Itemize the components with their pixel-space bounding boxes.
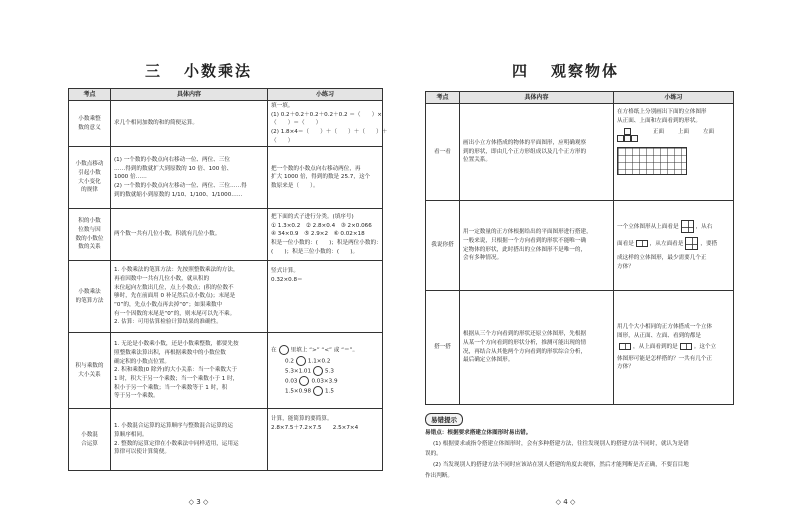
square-grid-paper[interactable] xyxy=(617,147,687,175)
front-left-view-shape xyxy=(619,343,631,350)
answer-circle[interactable] xyxy=(299,376,309,386)
content-line: 2. 估算：可用估算检验计算结果的准确性。 xyxy=(114,319,222,326)
topic-line: 小数乘整 xyxy=(78,115,101,122)
compare-item xyxy=(271,386,379,396)
view-label-left: 左面 xyxy=(703,129,715,136)
content-line: 照整数乘法算出积，再根据乘数中的小数位数 xyxy=(114,350,226,357)
content-line: 确定积的小数点位置。 xyxy=(114,358,170,365)
practice-line: 竖式计算。 xyxy=(271,268,299,275)
content-line: 1. 无论是小数乘小数，还是小数乘整数，都要先按 xyxy=(114,341,239,348)
practice-line xyxy=(617,332,730,341)
content-line: (1) 一个数的小数点向右移动一位、两位、三位 xyxy=(114,157,230,164)
content-line: 位置关系。 xyxy=(463,157,491,164)
compare-item xyxy=(271,366,379,376)
topic-cell xyxy=(69,333,111,409)
topic-line: 大小关系 xyxy=(78,371,101,378)
right-page xyxy=(397,0,794,521)
content-line: 1. 小数混合运算的运算顺序与整数混合运算的运 xyxy=(114,423,233,430)
table-row xyxy=(426,201,734,291)
content-line: 定物体的形状，此时搭出的立体图形不是唯一的， xyxy=(463,246,587,253)
content-line: 2. 整数的运算定律在小数乘法中同样适用，运用运 xyxy=(114,440,239,447)
answer-circle[interactable] xyxy=(313,366,323,376)
content-cell xyxy=(460,104,614,201)
table-header-row xyxy=(69,89,383,101)
content-line: 根据从三个方向看到的形状还原立体图形，先根据 xyxy=(463,331,587,338)
practice-line: 用几个大小相同的正方体搭成一个立体 xyxy=(617,323,713,330)
content-line: 有一个因数的末尾是“0”的，则末尾可以先不乘。 xyxy=(114,310,236,317)
practice-line: 2.8×7.5＋7.2×7.5 2.5×7×4 xyxy=(271,424,359,431)
practice-cell xyxy=(614,291,734,405)
topic-line: 积的小数 xyxy=(78,218,101,225)
practice-line: 方体？ xyxy=(617,364,634,371)
practice-text: 。这个立 xyxy=(693,344,717,351)
header-content: 具体内容 xyxy=(111,89,268,101)
practice-text: ，从右 xyxy=(695,223,713,230)
topic-cell xyxy=(426,201,460,291)
content-line: 1. 小数乘法的笔算方法：先按照整数乘法的方法， xyxy=(114,267,239,274)
topic-cell xyxy=(69,409,111,471)
left-page-number: ◇ 3 ◇ xyxy=(188,498,209,506)
content-line: 求几个相同加数的和的简便运算。 xyxy=(114,120,198,127)
left-knowledge-table xyxy=(68,88,388,471)
content-cell xyxy=(111,209,268,261)
content-line: 画出小立方体搭成的物体的平面图形，应明确观察 xyxy=(463,140,587,147)
content-cell xyxy=(111,147,268,209)
practice-cell xyxy=(268,101,388,147)
content-line: (2) 一个数的小数点向左移动一位、两位、三位……得 xyxy=(114,183,247,190)
practice-line xyxy=(617,237,730,250)
content-line: 会有多种情况。 xyxy=(463,255,503,262)
compare-instruction xyxy=(271,345,379,355)
compare-left: 5.3×1.01 xyxy=(285,368,312,375)
practice-line: 方体？ xyxy=(617,263,634,270)
content-line: 再看因数中一共有几位小数，就从积的 xyxy=(114,276,210,283)
topic-line: 看一看 xyxy=(434,148,451,155)
left-page-title xyxy=(0,60,397,81)
right-page-number: ◇ 4 ◇ xyxy=(555,498,576,506)
content-line: 1000 倍…… xyxy=(114,174,147,181)
content-line: 到的形状，即由几个正方形组成以及几个正方形的 xyxy=(463,148,587,155)
practice-text: 图形，从正面、左面、看到的都是 xyxy=(617,332,701,339)
content-cell xyxy=(460,291,614,405)
content-line: 等于另一个乘数。 xyxy=(114,393,159,400)
top-view-shape xyxy=(681,220,694,233)
topic-line: 数的意义 xyxy=(78,124,101,131)
table-row xyxy=(69,261,383,333)
error-hint-box xyxy=(425,428,733,481)
practice-line: 填一填。 xyxy=(271,103,294,109)
solid-figure-image xyxy=(617,128,639,144)
table-row xyxy=(69,101,383,147)
content-line: 1 时，积大于另一个乘数；当一个乘数小于 1 时， xyxy=(114,376,239,383)
compare-right: 1.5 xyxy=(325,388,334,395)
practice-text: ，从上面看到的是 xyxy=(633,344,678,351)
error-hint-badge: 易错提示 xyxy=(425,413,463,426)
practice-cell xyxy=(268,261,383,333)
practice-cell xyxy=(614,104,734,201)
view-direction-labels xyxy=(617,128,730,144)
right-view-shape xyxy=(636,240,648,247)
content-cell xyxy=(111,101,268,147)
compare-instruction-tail: 里填上 “>” “<” 或 “＝”。 xyxy=(290,347,359,354)
practice-text: 面看是 xyxy=(617,240,634,247)
practice-line: 从正面、上面和左面看到的形状。 xyxy=(617,117,701,124)
practice-line xyxy=(617,220,730,233)
hint-line: 易错点：根据要求搭建立体图形时易出错。 xyxy=(425,430,532,436)
practice-line: ① 1.3×0.2 ② 2.8×0.4 ③ 2×0.066 xyxy=(271,222,372,229)
content-cell xyxy=(111,261,268,333)
practice-line: 成这样的立体图形，最少需要几个正 xyxy=(617,254,707,261)
practice-line: 数原来是（ ）。 xyxy=(271,183,319,190)
practice-line xyxy=(617,343,730,352)
content-line: 算顺序相同。 xyxy=(114,432,148,439)
content-line: 到的数就缩小到原数的 1/10、1/100、1/1000…… xyxy=(114,191,243,198)
topic-line: 引起小数 xyxy=(78,170,101,177)
content-line: ……得到的数就扩大到原数的 10 倍、100 倍、 xyxy=(114,165,233,172)
topic-line: 搭一搭 xyxy=(434,344,451,351)
content-line: 积小于另一个乘数；当一个乘数等于 1 时，积 xyxy=(114,384,228,391)
right-page-title xyxy=(367,60,764,81)
practice-line: ( )；积是三位小数的：( )。 xyxy=(271,248,359,255)
compare-left: 1.5×0.98 xyxy=(285,388,312,395)
right-title-number: 四 xyxy=(511,62,529,80)
content-line: 从某一个方向看到的形状分析，推测可能出现的情 xyxy=(463,339,587,346)
top-view-shape xyxy=(680,343,692,350)
compare-instruction-head: 在 xyxy=(271,347,277,354)
hint-line: 误的。 xyxy=(425,451,442,458)
compare-item xyxy=(271,356,379,366)
practice-text: ，要搭 xyxy=(700,240,718,247)
content-line: 最后确定立体图形。 xyxy=(463,357,514,364)
content-line: 两个数一共有几位小数，积就有几位小数。 xyxy=(114,231,221,238)
practice-cell xyxy=(268,333,383,409)
practice-line: （ ） xyxy=(271,137,294,144)
content-line: 够时，先在前面用 0 补足然后点小数点)；末尾是 xyxy=(114,293,236,300)
compare-left: 0.2 xyxy=(285,358,294,365)
practice-text: 一个立体图形从上面看是 xyxy=(617,223,679,230)
table-row xyxy=(69,409,383,471)
topic-line: 大小变化 xyxy=(78,178,101,185)
content-line: “0”的，先点小数点再去掉“0”；如果乘数中 xyxy=(114,302,223,309)
topic-cell xyxy=(69,209,111,261)
hint-line: (2) 当发现别人的搭建方法不同时应该站在别人搭建的角度去观察，然后才能判断是否正确，不要盲目地 xyxy=(433,461,689,468)
answer-circle[interactable] xyxy=(279,345,289,355)
practice-text: ，从左面看是 xyxy=(649,240,684,247)
practice-cell xyxy=(268,147,383,209)
topic-line: 合运算 xyxy=(81,440,98,447)
answer-circle[interactable] xyxy=(313,386,323,396)
practice-line: ④ 34×0.9 ⑤ 2.9×2 ⑥ 0.02×18 xyxy=(271,231,365,238)
topic-line: 小数混 xyxy=(81,432,98,439)
content-cell xyxy=(111,409,268,471)
practice-line: （ ）＝（ ） xyxy=(271,120,322,127)
topic-line: 的规律 xyxy=(81,187,98,194)
topic-line: 小数乘法 xyxy=(78,289,101,296)
topic-line: 的笔算方法 xyxy=(75,297,104,304)
table-row xyxy=(69,147,383,209)
header-practice: 小练习 xyxy=(268,89,383,101)
table-header-row xyxy=(426,92,734,104)
practice-line: 0.32×0.8＝ xyxy=(271,276,303,283)
table-row xyxy=(426,104,734,201)
answer-circle[interactable] xyxy=(296,356,306,366)
practice-line: 计算，能简算的要简算。 xyxy=(271,416,333,423)
practice-line: 体图形可能是怎样搭的？一共有几个正 xyxy=(617,355,713,362)
topic-cell xyxy=(69,147,111,209)
hint-line: (1) 根据要求或指令搭建立体图形时，会有多种搭建方法，往往发现别人的搭建方法不同时，就认为是错 xyxy=(433,440,689,447)
compare-right: 1.1×0.2 xyxy=(307,358,331,365)
practice-cell xyxy=(268,409,383,471)
content-line: 况，再结合从其他两个方向看到的形状综合分析， xyxy=(463,348,587,355)
compare-item xyxy=(271,376,379,386)
practice-line: 把一个数的小数点向右移动两位，再 xyxy=(271,165,361,172)
topic-line: 我说你搭 xyxy=(431,242,454,249)
topic-cell xyxy=(426,104,460,201)
content-line: 用一定数量的正方体根据给出的平面图形进行搭建， xyxy=(463,229,592,236)
content-line: 一般来说，只根据一个方向看到的形状不能唯一确 xyxy=(463,237,587,244)
compare-left: 0.03 xyxy=(285,378,298,385)
right-knowledge-table xyxy=(425,91,734,405)
practice-cell xyxy=(268,209,383,261)
table-row xyxy=(69,209,383,261)
topic-cell xyxy=(69,101,111,147)
practice-line: 积是一位小数的：( )；积是两位小数的： xyxy=(271,240,382,247)
compare-right: 0.03×3.9 xyxy=(311,378,338,385)
practice-line: 把下面的式子进行分类。(填序号) xyxy=(271,214,354,221)
left-title-number: 三 xyxy=(144,62,162,80)
right-title-text: 观察物体 xyxy=(551,62,620,80)
header-content: 具体内容 xyxy=(460,92,614,104)
topic-cell xyxy=(69,261,111,333)
content-line: 末位起向左数出几位，点上小数点；(积的位数不 xyxy=(114,284,234,291)
content-cell xyxy=(111,333,268,409)
left-view-shape xyxy=(685,237,698,250)
practice-line: (2) 1.8×4＝（ ）＋（ ）＋（ ）＋ xyxy=(271,128,388,135)
header-topic: 考点 xyxy=(69,89,111,101)
view-label-top: 上面 xyxy=(678,129,690,136)
content-line: 算律可以使计算简便。 xyxy=(114,449,170,456)
topic-cell xyxy=(426,291,460,405)
practice-line: 扩大 1000 倍，得到的数是 25.7，这个 xyxy=(271,174,371,181)
content-cell xyxy=(460,201,614,291)
table-row xyxy=(69,333,383,409)
topic-line: 小数点移动 xyxy=(75,161,104,168)
table-row xyxy=(426,291,734,405)
left-title-text: 小数乘法 xyxy=(184,62,253,80)
practice-cell xyxy=(614,201,734,291)
topic-line: 积与乘数的 xyxy=(75,363,104,370)
content-line: 2. 积和乘数(0 除外)的大小关系：当一个乘数大于 xyxy=(114,367,238,374)
topic-line: 数的小数位 xyxy=(75,235,104,242)
practice-line: (1) 0.2＋0.2＋0.2＋0.2＋0.2 ＝（ ）× xyxy=(271,111,382,118)
topic-line: 位数与因 xyxy=(78,227,101,234)
view-label-front: 正面 xyxy=(653,129,665,136)
practice-line: 在方格纸上分别画出下面的立体图形 xyxy=(617,109,707,115)
hint-line: 作出判断。 xyxy=(425,472,453,479)
header-topic: 考点 xyxy=(426,92,460,104)
topic-line: 数的关系 xyxy=(78,244,101,251)
header-practice: 小练习 xyxy=(614,92,734,104)
compare-right: 5.3 xyxy=(325,368,334,375)
